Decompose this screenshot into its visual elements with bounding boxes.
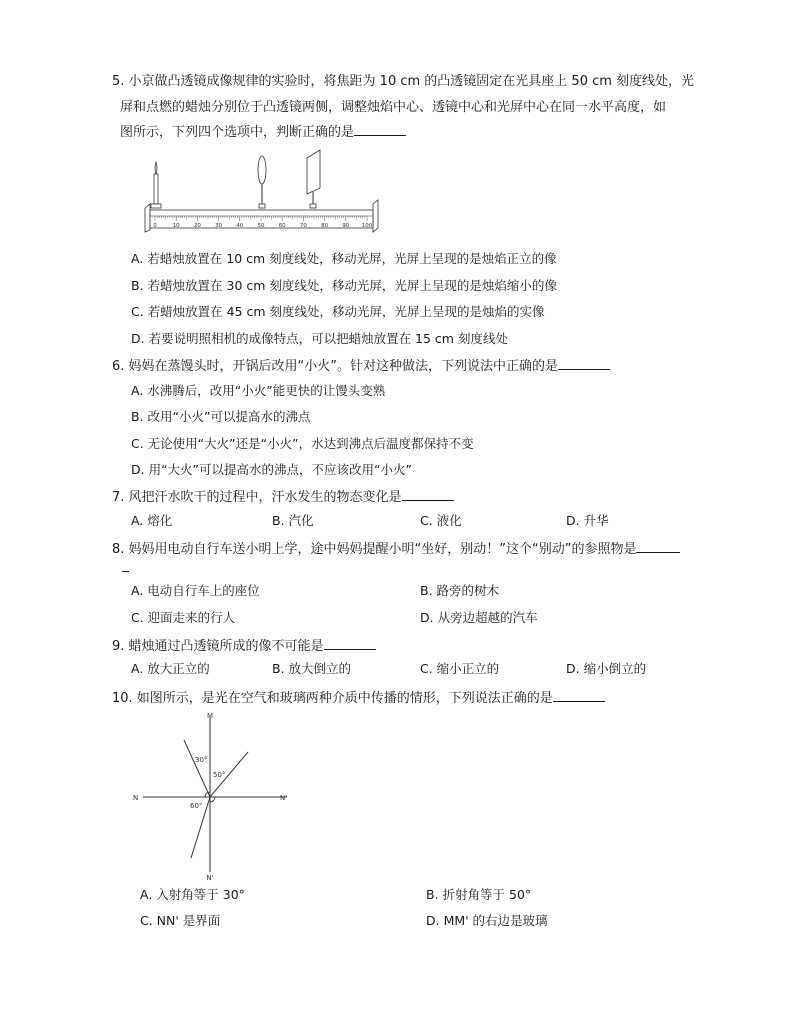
q8-option-a[interactable]: A. 电动自行车上的座位 (131, 583, 260, 598)
q10-option-a[interactable]: A. 入射角等于 30° (140, 887, 245, 902)
ruler-tick-label: 30 (215, 223, 223, 229)
q9-stem (112, 636, 376, 656)
q6-stem (112, 356, 610, 376)
q7-stem (112, 487, 454, 507)
ruler-tick-label: 90 (342, 223, 350, 229)
label-n-prime: N' (280, 794, 288, 802)
convex-lens (258, 156, 266, 208)
refraction-diagram (125, 708, 305, 880)
q6-option-b[interactable]: B. 改用“小火”可以提高水的沸点 (131, 409, 311, 424)
label-angle-30: 30° (195, 756, 208, 764)
q7-option-b[interactable]: B. 汽化 (272, 513, 314, 528)
label-m: M (206, 712, 214, 720)
q8-stem-overflow (122, 558, 129, 578)
q8-option-d[interactable]: D. 从旁边超越的汽车 (420, 610, 538, 625)
ruler-tick-label: 0 (153, 223, 157, 229)
q6-option-c[interactable]: C. 无论使用“大火”还是“小火”，水达到沸点后温度都保持不变 (131, 436, 474, 451)
q7-option-a[interactable]: A. 熔化 (131, 513, 173, 528)
answer-blank-overflow[interactable] (122, 558, 129, 572)
q7-stem-text: 7. 风把汗水吹干的过程中，汗水发生的物态变化是 (112, 490, 402, 505)
ruler-tick-label: 80 (321, 223, 329, 229)
q8-option-c[interactable]: C. 迎面走来的行人 (131, 610, 236, 625)
answer-blank[interactable] (402, 487, 454, 501)
q10-stem (112, 688, 605, 708)
optical-bench-figure (135, 148, 390, 238)
ruler-tick-label: 60 (278, 223, 286, 229)
q10-option-b[interactable]: B. 折射角等于 50° (426, 887, 532, 902)
q7-option-d[interactable]: D. 升华 (566, 513, 609, 528)
ruler-tick-label: 40 (236, 223, 244, 229)
ruler-tick-label: 100 (361, 223, 373, 229)
q6-option-a[interactable]: A. 水沸腾后，改用“小火”能更快的让馒头变熟 (131, 383, 386, 398)
q9-option-b[interactable]: B. 放大倒立的 (272, 661, 352, 676)
q8-stem-text: 8. 妈妈用电动自行车送小明上学，途中妈妈提醒小明“坐好，别动！”这个“别动”的参照物是 (112, 542, 637, 557)
q10-stem-text: 10. 如图所示，是光在空气和玻璃两种介质中传播的情形，下列说法正确的是 (112, 691, 553, 706)
label-angle-60: 60° (190, 802, 203, 810)
answer-blank[interactable] (636, 539, 680, 553)
ruler-tick-label: 10 (172, 223, 180, 229)
q9-stem-text: 9. 蜡烛通过凸透镜所成的像不可能是 (112, 639, 324, 654)
label-angle-50: 50° (213, 771, 226, 779)
ruler-tick-label: 70 (299, 223, 307, 229)
q5-option-c[interactable]: C. 若蜡烛放置在 45 cm 刻度线处，移动光屏，光屏上呈现的是烛焰的实像 (131, 304, 545, 319)
q6-option-d[interactable]: D. 用“大火”可以提高水的沸点，不应该改用“小火” (131, 462, 412, 477)
ray-upper-left (184, 740, 210, 797)
ruler-tick-label: 20 (193, 223, 201, 229)
q5-stem-line1: 5. 小京做凸透镜成像规律的实验时，将焦距为 10 cm 的凸透镜固定在光具座上 50 cm 刻度线处，光 (112, 74, 695, 89)
answer-blank[interactable] (324, 636, 376, 650)
q5-option-a[interactable]: A. 若蜡烛放置在 10 cm 刻度线处，移动光屏，光屏上呈现的是烛焰正立的像 (131, 251, 557, 266)
label-m-prime: N' (206, 874, 214, 880)
answer-blank[interactable] (354, 122, 406, 136)
q5-stem-text: 图所示，下列四个选项中，判断正确的是 (120, 125, 355, 140)
q8-option-b[interactable]: B. 路旁的树木 (420, 583, 500, 598)
answer-blank[interactable] (558, 356, 610, 370)
light-screen (307, 150, 320, 208)
q7-option-c[interactable]: C. 液化 (420, 513, 462, 528)
q9-option-c[interactable]: C. 缩小正立的 (420, 661, 500, 676)
q10-option-c[interactable]: C. NN' 是界面 (140, 913, 221, 928)
q9-option-d[interactable]: D. 缩小倒立的 (566, 661, 647, 676)
q5-option-d[interactable]: D. 若要说明照相机的成像特点，可以把蜡烛放置在 15 cm 刻度线处 (131, 331, 508, 346)
ruler-tick-label: 50 (257, 223, 265, 229)
q5-stem-line2: 屏和点燃的蜡烛分别位于凸透镜两侧，调整烛焰中心、透镜中心和光屏中心在同一水平高度，如 (120, 100, 667, 115)
q10-option-d[interactable]: D. MM' 的右边是玻璃 (426, 913, 548, 928)
angle-arc (210, 797, 215, 802)
q5-stem-line3 (120, 122, 406, 142)
label-n: N (133, 794, 139, 802)
candle (151, 162, 161, 208)
answer-blank[interactable] (553, 688, 605, 702)
q5-option-b[interactable]: B. 若蜡烛放置在 30 cm 刻度线处，移动光屏，光屏上呈现的是烛焰缩小的像 (131, 278, 557, 293)
q8-stem (112, 539, 680, 559)
q9-option-a[interactable]: A. 放大正立的 (131, 661, 210, 676)
q6-stem-text: 6. 妈妈在蒸馒头时，开锅后改用“小火”。针对这种做法，下列说法中正确的是 (112, 359, 559, 374)
